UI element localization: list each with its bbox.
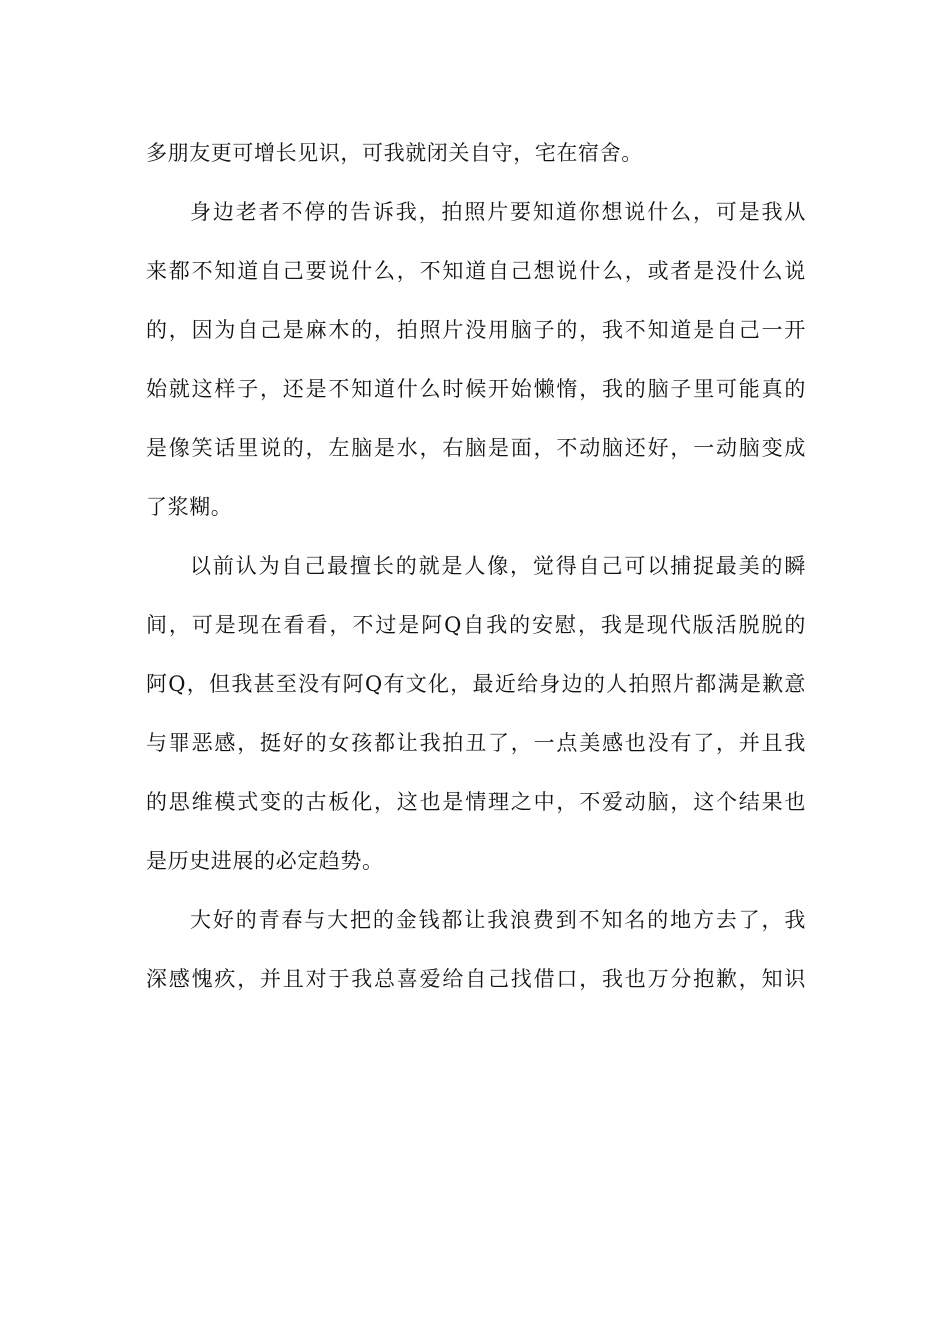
- text-line: 间，可是现在看看，不过是阿Q自我的安慰，我是现代版活脱脱的: [146, 613, 806, 637]
- text-line: 是历史进展的必定趋势。: [146, 849, 384, 873]
- text-line: 与罪恶感，挺好的女孩都让我拍丑了，一点美感也没有了，并且我: [146, 731, 806, 755]
- text-line: 的思维模式变的古板化，这也是情理之中，不爱动脑，这个结果也: [146, 790, 806, 814]
- text-line: 深感愧疚，并且对于我总喜爱给自己找借口，我也万分抱歉，知识: [146, 967, 806, 991]
- text-line: 多朋友更可增长见识，可我就闭关自守，宅在宿舍。: [146, 141, 643, 165]
- text-line: 的，因为自己是麻木的，拍照片没用脑子的，我不知道是自己一开: [146, 318, 806, 342]
- text-line: 以前认为自己最擅长的就是人像，觉得自己可以捕捉最美的瞬: [190, 554, 806, 578]
- text-line: 始就这样子，还是不知道什么时候开始懒惰，我的脑子里可能真的: [146, 377, 806, 401]
- text-line: 大好的青春与大把的金钱都让我浪费到不知名的地方去了，我: [190, 908, 806, 932]
- text-line: 身边老者不停的告诉我，拍照片要知道你想说什么，可是我从: [190, 200, 806, 224]
- document-body: [146, 128, 806, 1013]
- text-line: 是像笑话里说的，左脑是水，右脑是面，不动脑还好，一动脑变成: [146, 436, 806, 460]
- text-line: 了浆糊。: [146, 495, 233, 519]
- text-line: 阿Q，但我甚至没有阿Q有文化，最近给身边的人拍照片都满是歉意: [146, 672, 806, 696]
- text-line: 来都不知道自己要说什么，不知道自己想说什么，或者是没什么说: [146, 259, 806, 283]
